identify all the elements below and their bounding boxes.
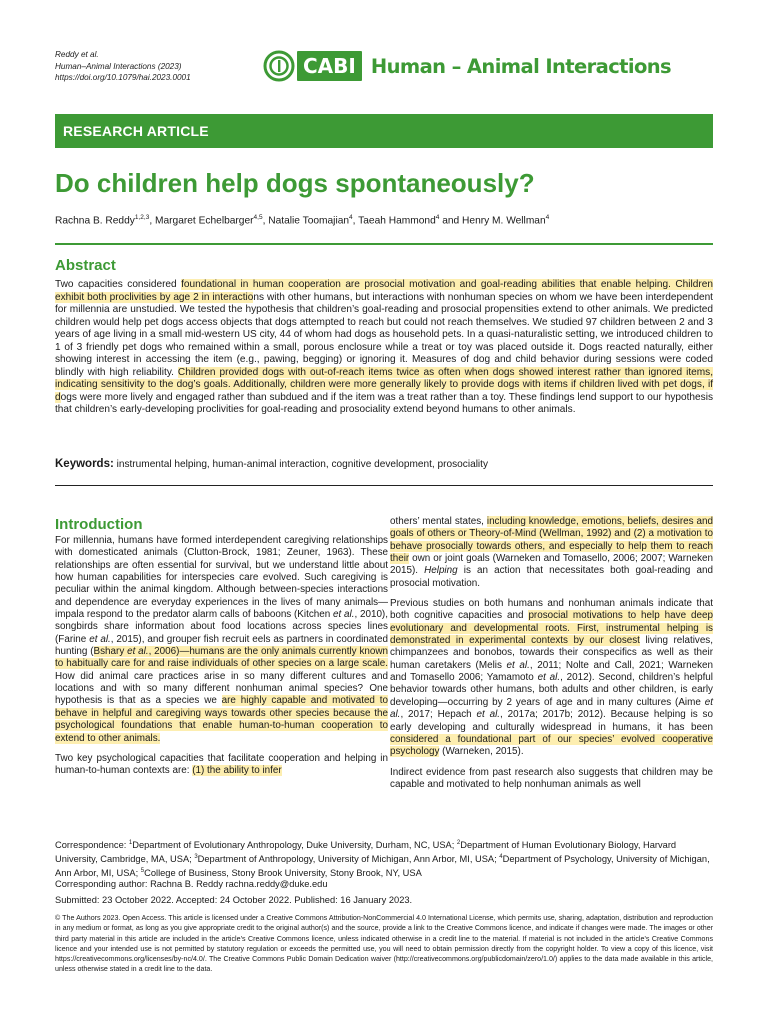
author-name: Henry M. Wellman <box>462 215 546 227</box>
author-name: Margaret Echelbarger <box>155 215 254 227</box>
text-run: et al. <box>390 696 713 721</box>
text-run: How did animal care practices arise in so many different cultures and locations and with so many different nonhuman animal species? One hypothesis is that as a species we <box>55 670 388 707</box>
affiliation-marker: 4 <box>435 214 440 221</box>
correspondence-affiliations <box>55 838 713 879</box>
text-run: ogs were more lively and engaged rather than subdued and if the item was a treat rather than a toy. These findings lend support to our hypothesis that children’s early-developing proclivities for goal-reading and prosociality extend beyond humans to other animals. <box>55 391 713 416</box>
text-run: , 2012). Second, children’s helpful behavior towards other humans, both adults and other children, is early developing—occurring by 2 years of age and in many cultures (Aime <box>390 672 713 708</box>
text-run: Department of Psychology, University of Michigan, Ann Arbor, MI, USA; <box>55 853 710 878</box>
highlighted-text: , 2006)—humans are the only animals currently known to habitually care for and raise individuals of other species on a large scale. <box>55 646 388 670</box>
license-text: © The Authors 2023. Open Access. This article is licensed under a Creative Commons Attribution-NonCommercial 4.0 International License, which permits use, sharing, adaptation, distribution and reproduction in any medium or format, as long as you give appropriate credit to the original author(s) and the source, provide a link to the Creative Commons licence, and indicate if changes were made. The images or other third party material in this article are included in the article’s Creative Commons licence, unless indicated otherwise in a credit line to the material. If material is not included in the article’s Creative Commons licence and your intended use is not permitted by statutory regulation or exceeds the permitted use, you will need to obtain permission directly from the copyright holder. To view a copy of this licence, visit https://creativecommons.org/licenses/by-nc/4.0/. The Creative Commons Public Domain Dedication waiver (http://creativecommons.org/publicdomain/zero/1.0/) applies to the data made available in this article, unless otherwise stated in a credit line to the data. <box>55 914 713 974</box>
highlighted-text: including knowledge, emotions, beliefs, desires and goals of others or Theory-of-Mind (Wellman, 1992) and (2) a motivation to behave prosocially towards others, and especially to help them to reach their <box>390 516 713 565</box>
text-run: others’ mental states, <box>390 516 487 527</box>
affiliation-marker: 5 <box>140 867 145 874</box>
text-run: et al. <box>506 659 530 671</box>
publisher-logo <box>263 50 671 82</box>
text-run: Correspondence: <box>55 840 129 851</box>
highlighted-text: Bshary <box>93 646 128 658</box>
text-run: , 2017; Hepach <box>400 709 477 721</box>
text-run: et al. <box>89 633 111 645</box>
article-title: Do children help dogs spontaneously? <box>55 168 535 198</box>
cabi-logo-icon <box>263 50 295 82</box>
text-run: Department of Anthropology, University of Michigan, Ann Arbor, MI, USA; <box>197 853 500 864</box>
keywords-text: instrumental helping, human-animal interaction, cognitive development, prosociality <box>113 459 489 470</box>
affiliation-marker: 4 <box>349 214 353 221</box>
column-left <box>55 535 388 778</box>
journal-name: Human – Animal Interactions <box>370 54 672 78</box>
paragraph <box>390 767 713 792</box>
text-run: et al. <box>537 672 561 684</box>
text-run: Department of Evolutionary Anthropology, Duke University, Durham, NC, USA; <box>132 840 457 851</box>
keywords <box>55 458 488 470</box>
highlighted-text: (1) the ability to infer <box>192 765 282 777</box>
text-run: Indirect evidence from past research also suggests that children may be capable and motivated to help nonhuman animals as well <box>390 766 713 790</box>
citation-doi[interactable]: https://doi.org/10.1079/hai.2023.0001 <box>55 73 191 82</box>
affiliation-marker: 3 <box>194 853 198 860</box>
affiliation-marker: 4 <box>499 853 503 860</box>
abstract-text <box>55 279 713 417</box>
text-run: , 2017a; 2017b; 2012). Because helping is so early developing and culturally widespread in humans, it has been <box>390 709 713 733</box>
keywords-label: Keywords: <box>55 458 114 470</box>
text-run: et al. <box>476 709 501 721</box>
text-run: (Warneken, 2015). <box>439 746 524 758</box>
text-run: Two capacities considered <box>55 279 182 290</box>
text-run: is an action that necessitates both goal-reading and prosocial motivation. <box>390 565 713 589</box>
text-run: et al. <box>333 609 355 621</box>
corresponding-author: Corresponding author: Rachna B. Reddy rachna.reddy@duke.edu <box>55 879 328 889</box>
text-run: , 2010), songbirds share information about food locations across species lines (Farine <box>55 609 388 645</box>
text-run: living relatives, chimpanzees and bonobos, towards their conspecifics as well as their human caretakers (Melis <box>390 635 713 671</box>
highlighted-text: are highly capable and motivated to behave in helpful and caregiving ways towards other species because the psychological foundations that enable human-to-human cooperation to extend to other animals. <box>55 695 388 744</box>
highlighted-text: et al. <box>127 646 149 658</box>
text-run: , 2011; Nolte and Call, 2021; Warneken and Tomasello 2006; Yamamoto <box>390 659 713 684</box>
text-run: Helping <box>424 565 458 577</box>
highlighted-text: considered a foundational part of our species’ evolved cooperative psychology <box>390 733 713 758</box>
text-run: Department of Human Evolutionary Biology, Harvard University, Cambridge, MA, USA; <box>55 840 677 864</box>
highlighted-text: foundational in human cooperation are prosocial motivation and goal-reading abilities that enable helping. Children exhibit both proclivities by age 2 in interactio <box>55 279 713 303</box>
affiliation-marker: 4,5 <box>253 214 263 221</box>
author-name: Taeah Hammond <box>358 215 436 227</box>
highlighted-text: prosocial motivations to help have deep evolutionary and developmental roots. First, instrumental helping is demonstrated in experimental contexts by our closest <box>390 610 713 647</box>
divider <box>55 485 713 486</box>
citation-header <box>55 49 191 84</box>
author-name: Rachna B. Reddy <box>55 215 135 227</box>
text-run: ns with other humans, but interactions with nonhuman species on whom we have been interdependent for millennia are unstudied. We tested the hypothesis that children’s goal-reading and prosocial propensities extend to other animals. We predicted children would help pet dogs access objects that dogs attempted to reach but could not reach themselves. We studied 97 children between 2 and 3 years of age living in a small mid-western US city, 44 of whom had dogs as household pets. In a quasi-naturalistic setting, we introduced children to 1 of 3 friendly pet dogs who remained within a small, porous enclosure while a treat or toy was placed outside it. Dogs reacted naturally, either showing interest in accessing the item (e.g., pawing, begging) or ignoring it. Measures of dog and child behavior during sessions were coded blindly with high reliability. <box>55 291 713 378</box>
text-run: College of Business, Stony Brook University, Stony Brook, NY, USA <box>144 867 422 878</box>
cabi-wordmark: CABI <box>297 51 362 81</box>
citation-authors: Reddy et al. <box>55 50 99 59</box>
affiliation-marker: 4 <box>545 214 550 221</box>
affiliation-marker: 2 <box>456 840 461 846</box>
highlighted-text: Children provided dogs with out-of-reach items twice as often when dogs showed interest rather than ignored items, indicating sensitivity to the dog’s goals. Additionally, children were more generally likely to provide dogs with items if children lived with pet dogs, if d <box>55 366 713 403</box>
text-run: , 2015), and grouper fish recruit eels as partners in coordinated hunting ( <box>55 633 388 658</box>
article-type-banner: RESEARCH ARTICLE <box>55 114 713 148</box>
citation-journal: Human–Animal Interactions (2023) <box>55 61 182 71</box>
author-name: Natalie Toomajian <box>268 215 350 227</box>
text-run: Previous studies on both humans and nonhuman animals indicate that both cognitive capacities and <box>390 598 713 622</box>
affiliation-marker: 1,2,3 <box>134 214 150 221</box>
paragraph <box>390 516 713 590</box>
paragraph <box>55 753 388 778</box>
divider <box>55 243 713 245</box>
introduction-heading: Introduction <box>55 516 143 533</box>
text-run: Two key psychological capacities that facilitate cooperation and helping in human-to-human contexts are: <box>55 752 388 777</box>
abstract-heading: Abstract <box>55 257 116 274</box>
column-right <box>390 516 713 791</box>
text-run: own or joint goals (Warneken and Tomasello, 2006; 2007; Warneken 2015). <box>390 553 713 577</box>
author-list: Rachna B. Reddy$^{1,2,3}$, Margaret Echelbarger$^{4,5}$, Natalie Toomajian$^4$, Taeah Hammond$^4$ and Henry M. Wellman$^4$ <box>55 214 550 227</box>
paragraph <box>55 535 388 745</box>
affiliation-marker: 1 <box>128 840 133 846</box>
submission-dates: Submitted: 23 October 2022. Accepted: 24 October 2022. Published: 16 January 2023. <box>55 895 413 905</box>
paragraph <box>390 598 713 758</box>
text-run: For millennia, humans have formed interdependent caregiving relationships with domesticated animals (Clutton-Brock, 1981; Zeuner, 1963). These relationships are often essential for survival, but we understand little about how human capabilities for interspecies care evolved. Such caregiving is peculiar within the animal kingdom. Although between-species interactions and dependence are everyday experiences in the lives of many animals—impala respond to the predator alarm calls of baboons (Kitchen <box>55 535 388 621</box>
